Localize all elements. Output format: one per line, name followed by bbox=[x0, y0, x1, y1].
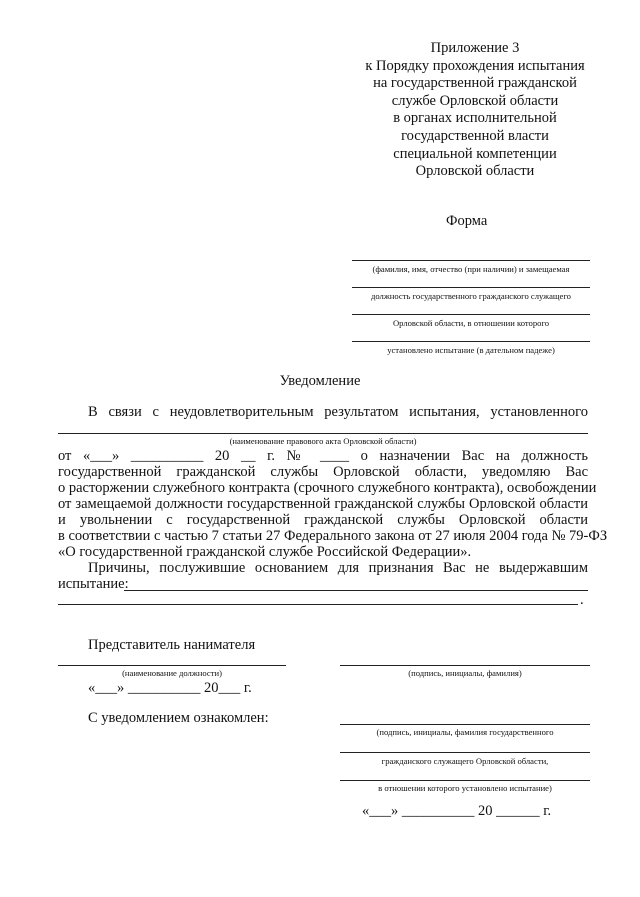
employee-caption: гражданского служащего Орловской области, bbox=[381, 756, 549, 766]
notice-line: от замещаемой должности государственной гражданской службы Орловской области bbox=[58, 496, 588, 512]
appendix-header bbox=[330, 40, 620, 181]
employee-caption: (подпись, инициалы, фамилия государственного bbox=[376, 727, 554, 737]
notice-line: о расторжении служебного контракта (срочного служебного контракта), освобождении bbox=[58, 480, 597, 496]
header-line: к Порядку прохождения испытания bbox=[365, 57, 585, 74]
addressee-field-line[interactable] bbox=[352, 260, 590, 261]
notice-line: от «___» __________ 20 __ г. № ____ о назначении Вас на должность bbox=[58, 448, 588, 464]
reasons-field-line[interactable] bbox=[124, 590, 588, 591]
header-line: в органах исполнительной bbox=[393, 110, 557, 127]
header-line: службе Орловской области bbox=[391, 92, 559, 109]
addressee-field-line[interactable] bbox=[352, 314, 590, 315]
notice-line: государственной гражданской службы Орловской области, уведомляю Вас bbox=[58, 464, 588, 480]
reasons-period: . bbox=[580, 592, 584, 608]
signature-caption: (подпись, инициалы, фамилия) bbox=[408, 668, 522, 678]
addressee-field-line[interactable] bbox=[352, 287, 590, 288]
notice-line: «О государственной гражданской службе Российской Федерации». bbox=[58, 544, 472, 560]
addressee-caption: Орловской области, в отношении которого bbox=[392, 318, 550, 328]
employer-label: Представитель нанимателя bbox=[88, 637, 256, 653]
addressee-caption: должность государственного гражданского служащего bbox=[371, 291, 571, 301]
employee-date: «___» __________ 20 ______ г. bbox=[362, 803, 552, 819]
notice-line: и увольнении с государственной гражданской службы Орловской области bbox=[58, 512, 588, 528]
notice-line: в соответствии с частью 7 статьи 27 Федерального закона от 27 июля 2004 года № 79-ФЗ bbox=[58, 528, 608, 544]
addressee-caption: установлено испытание (в дательном падеже) bbox=[387, 345, 555, 355]
employee-caption: в отношении которого установлено испытание) bbox=[378, 783, 552, 793]
header-line: специальной компетенции bbox=[393, 145, 557, 162]
position-caption: (наименование должности) bbox=[122, 668, 222, 678]
notice-line: В связи с неудовлетворительным результатом испытания, установленного bbox=[88, 404, 588, 420]
header-line: Орловской области bbox=[415, 163, 535, 180]
reasons-field-line[interactable] bbox=[58, 604, 578, 605]
reasons-label: испытание: bbox=[58, 576, 129, 592]
legal-act-caption: (наименование правового акта Орловской области) bbox=[229, 436, 417, 446]
employee-field-line[interactable] bbox=[340, 752, 590, 753]
form-label: Форма bbox=[446, 213, 488, 229]
acquainted-label: С уведомлением ознакомлен: bbox=[88, 710, 269, 726]
reasons-line: Причины, послужившие основанием для признания Вас не выдержавшим bbox=[88, 560, 588, 576]
employer-date: «___» __________ 20___ г. bbox=[88, 680, 252, 696]
header-line: Приложение 3 bbox=[430, 40, 520, 56]
employee-field-line[interactable] bbox=[340, 724, 590, 725]
addressee-field-line[interactable] bbox=[352, 341, 590, 342]
header-line: на государственной гражданской bbox=[373, 75, 577, 92]
notice-title: Уведомление bbox=[279, 373, 361, 389]
employee-field-line[interactable] bbox=[340, 780, 590, 781]
employer-signature-line[interactable] bbox=[340, 665, 590, 666]
position-field-line[interactable] bbox=[58, 665, 286, 666]
legal-act-field-line[interactable] bbox=[58, 433, 588, 434]
header-line: государственной власти bbox=[401, 127, 549, 144]
addressee-caption: (фамилия, имя, отчество (при наличии) и замещаемая bbox=[372, 264, 570, 274]
